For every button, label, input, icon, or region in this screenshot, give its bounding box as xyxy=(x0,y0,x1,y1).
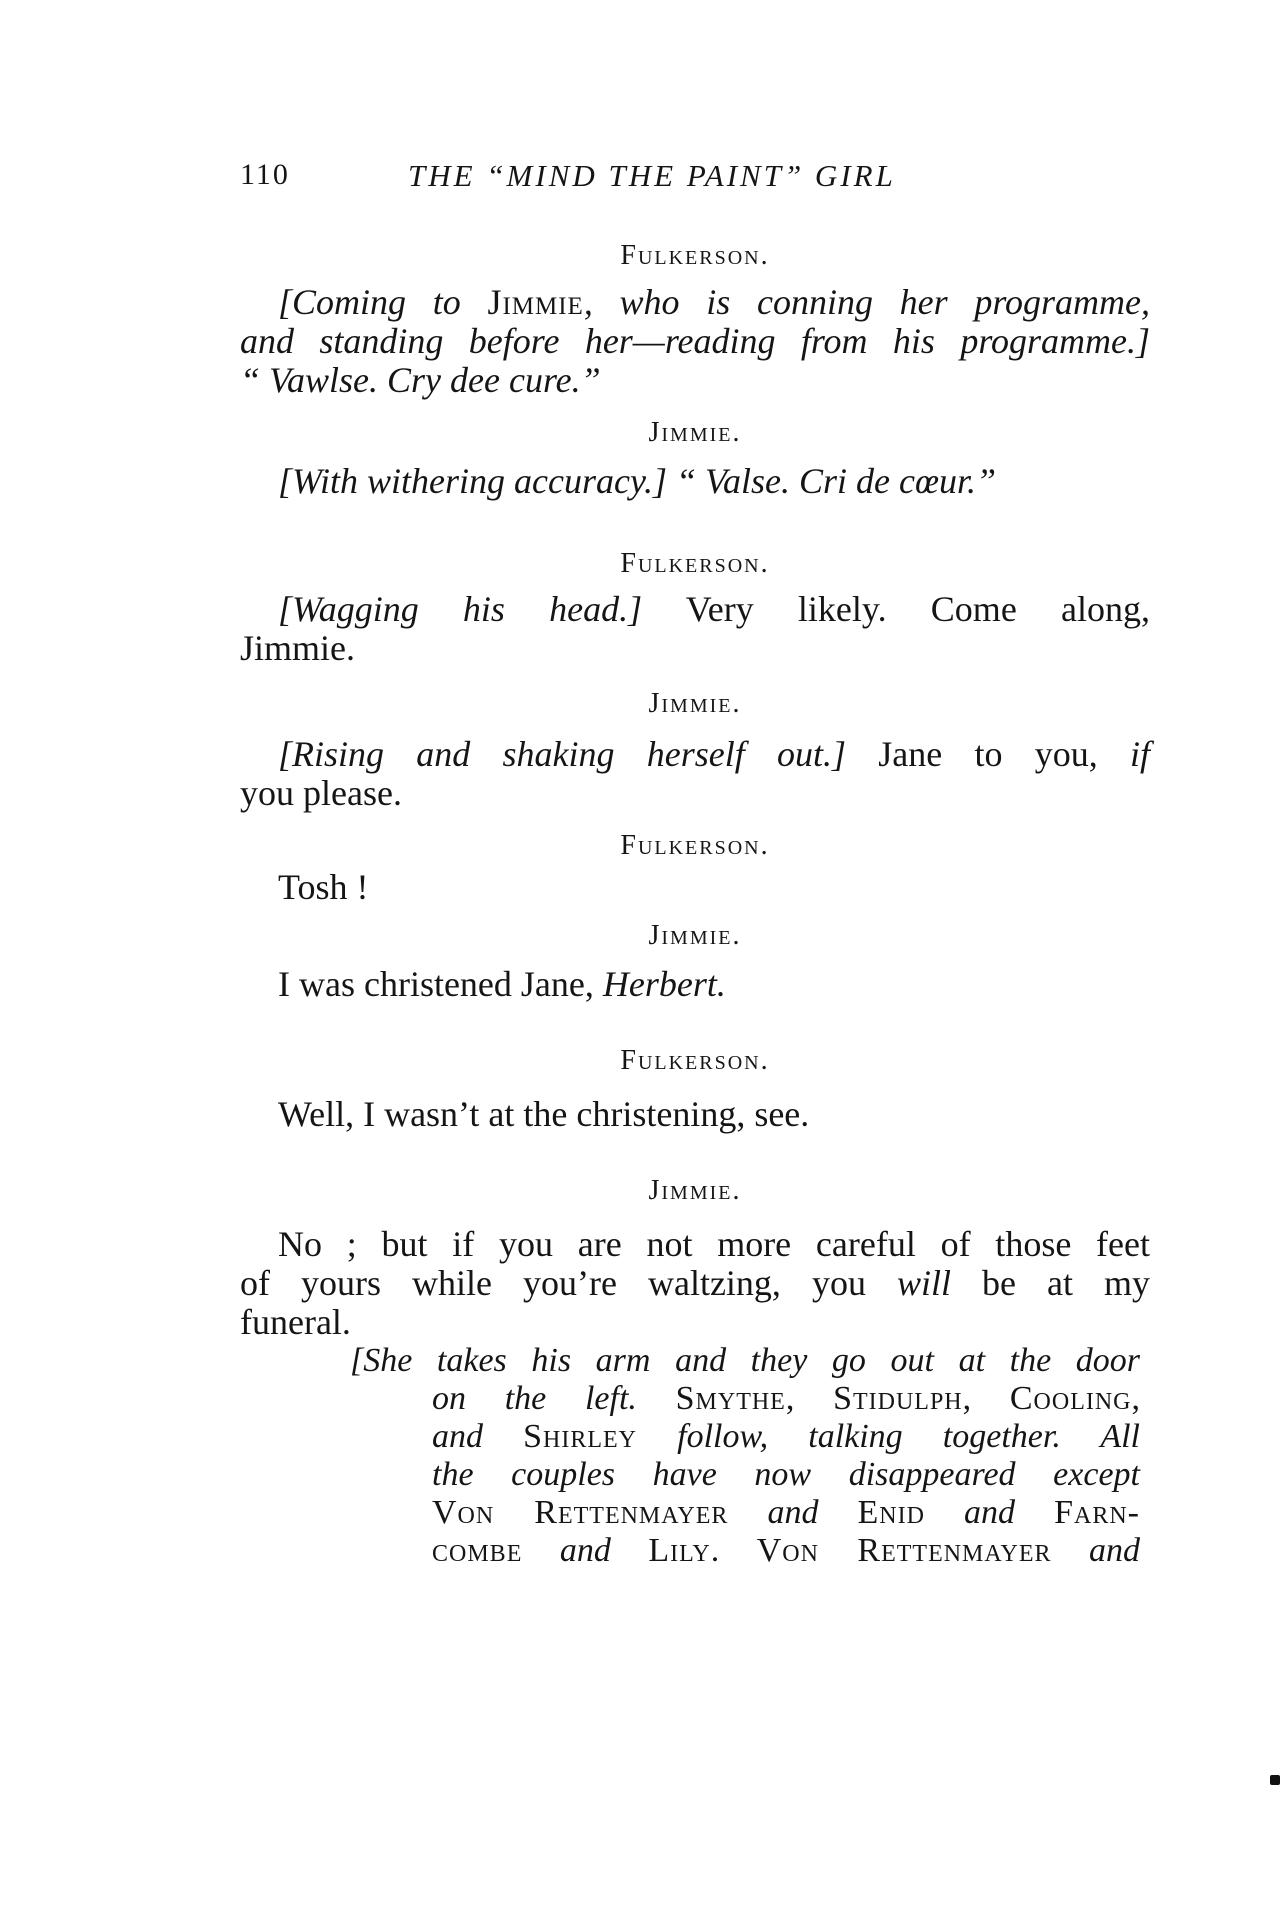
speech-line xyxy=(240,462,1150,501)
stage-text: and xyxy=(924,1494,1055,1531)
character-name: Von Rettenmayer xyxy=(432,1494,729,1531)
stage-text: , xyxy=(1131,1380,1141,1417)
speech-line: you please. xyxy=(240,773,402,813)
spoken-text: Herbert. xyxy=(602,964,726,1004)
stage-line: [She takes his arm and they go out at the door xyxy=(350,1342,1140,1379)
spoken-text: will xyxy=(896,1263,951,1303)
stage-text: , xyxy=(785,1380,834,1417)
stage-line xyxy=(350,1380,1140,1418)
speech-block xyxy=(240,735,1150,813)
speech-line: Well, I wasn’t at the christening, see. xyxy=(278,1094,810,1134)
stage-line: the couples have now disappeared except xyxy=(432,1456,1140,1493)
speech-line: funeral. xyxy=(240,1302,351,1342)
stage-text: and xyxy=(728,1494,858,1531)
speech-line xyxy=(240,590,1150,629)
spoken-text: I was christened Jane, xyxy=(278,964,603,1004)
scan-mark xyxy=(1270,1775,1280,1785)
stage-line xyxy=(350,1532,1140,1570)
page-number: 110 xyxy=(240,158,290,191)
stage-text: [Rising and shaking herself out.] xyxy=(278,734,847,774)
stage-text: [Coming to xyxy=(278,282,488,322)
speaker-name: Jimmie. xyxy=(648,417,742,448)
speech-line: Tosh ! xyxy=(278,867,369,907)
speech-line: “ Vawlse. Cry dee cure.” xyxy=(240,360,601,400)
speech-block xyxy=(240,868,1150,907)
stage-line xyxy=(350,1494,1140,1532)
character-name: Farn- xyxy=(1054,1494,1140,1531)
speaker-name: Fulkerson. xyxy=(620,1045,770,1076)
speech-line xyxy=(240,1264,1150,1303)
spoken-text: Very likely. Come along, xyxy=(642,589,1150,629)
spoken-text: Jane to you, xyxy=(846,734,1130,774)
stage-text: follow, talking together. All xyxy=(637,1418,1141,1455)
stage-text: on the left. xyxy=(432,1380,637,1417)
speech-line: Jimmie. xyxy=(240,628,355,668)
stage-text: , who is conning her programme, xyxy=(583,282,1150,322)
speaker-name: Jimmie. xyxy=(648,920,742,951)
speech-line: No ; but if you are not more careful of those feet xyxy=(278,1224,1150,1264)
character-name: Shirley xyxy=(523,1418,638,1455)
stage-text: . xyxy=(710,1532,757,1569)
spoken-text: “ Valse. Cri de cœur.” xyxy=(675,461,997,501)
speech-block xyxy=(240,283,1150,400)
speech-block xyxy=(240,965,1150,1004)
spoken-text: of yours while you’re waltzing, you xyxy=(240,1263,897,1303)
stage-text: and xyxy=(522,1532,649,1569)
speech-line xyxy=(240,283,1150,322)
speech-block xyxy=(240,1225,1150,1342)
speaker-name: Fulkerson. xyxy=(620,240,770,271)
speech-line xyxy=(240,965,1150,1004)
stage-text: and standing before her—reading from his programme.] xyxy=(240,321,1150,361)
character-name: Cooling xyxy=(1009,1380,1132,1417)
stage-text: [Wagging his head.] xyxy=(278,589,643,629)
character-name: Lily xyxy=(648,1532,711,1569)
character-name: Stidulph xyxy=(833,1380,963,1417)
speech-line xyxy=(240,322,1150,361)
stage-text: [With withering accuracy.] xyxy=(278,461,676,501)
speech-block xyxy=(240,462,1150,501)
character-name: Enid xyxy=(857,1494,925,1531)
speaker-name: Fulkerson. xyxy=(620,830,770,861)
speech-block xyxy=(240,1095,1150,1134)
speech-line xyxy=(240,735,1150,774)
speaker-name: Jimmie. xyxy=(648,688,742,719)
stage-text: and xyxy=(1051,1532,1141,1569)
character-name: Jimmie xyxy=(487,282,584,322)
speech-block xyxy=(240,590,1150,668)
speaker-name: Jimmie. xyxy=(648,1175,742,1206)
stage-text: and xyxy=(432,1418,524,1455)
stage-line xyxy=(350,1418,1140,1456)
spoken-text: if xyxy=(1130,734,1151,774)
page-header xyxy=(240,158,1010,202)
stage-text: , xyxy=(962,1380,1010,1417)
speaker-name: Fulkerson. xyxy=(620,548,770,579)
stage-direction xyxy=(350,1342,1140,1570)
character-name: Smythe xyxy=(675,1380,786,1417)
character-name: Von Rettenmayer xyxy=(756,1532,1052,1569)
spoken-text: be at my xyxy=(951,1263,1150,1303)
character-name: combe xyxy=(432,1532,523,1569)
running-title: THE “MIND THE PAINT” GIRL xyxy=(408,158,896,193)
